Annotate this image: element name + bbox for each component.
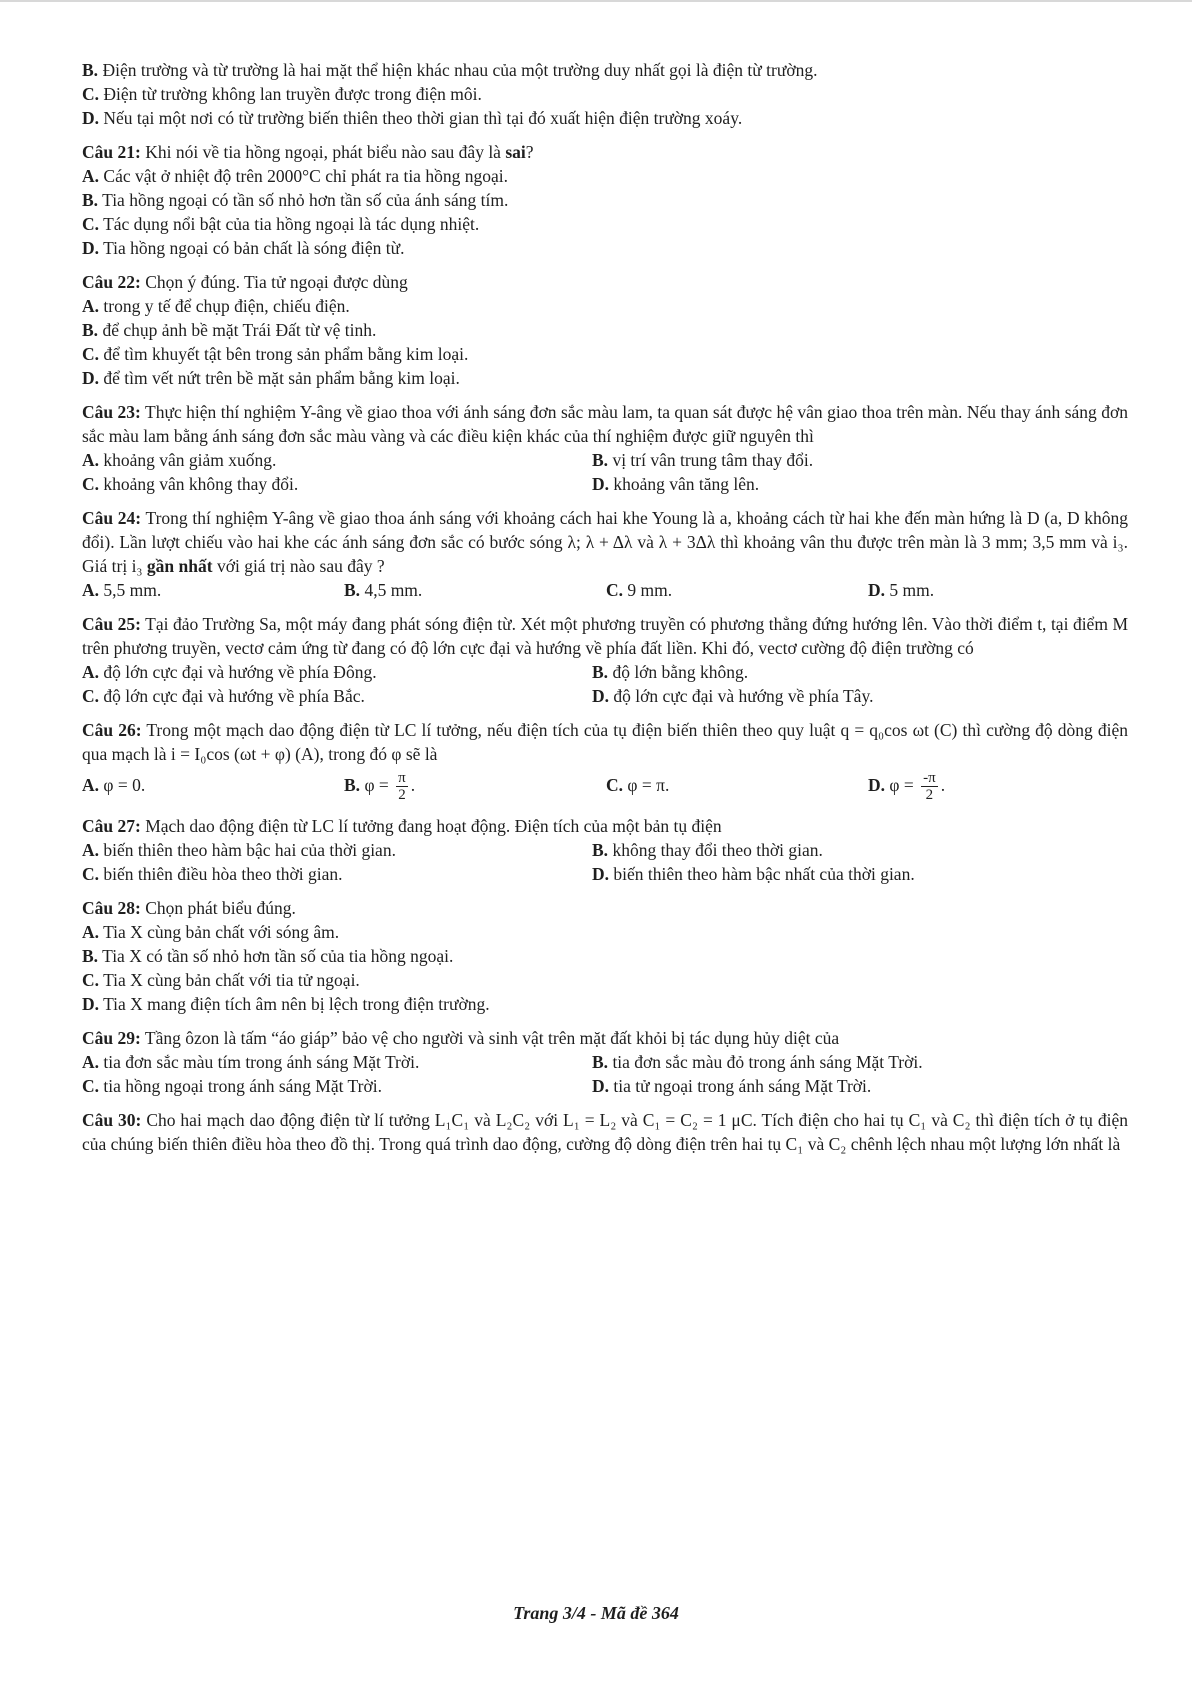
option-a: A. φ = 0. [82,775,146,795]
option-a: A. biến thiên theo hàm bậc hai của thời gian. [82,840,396,860]
question-stem: Câu 29: Tầng ôzon là tấm “áo giáp” bảo vệ cho người và sinh vật trên mặt đất khỏi bị tác dụng hủy diệt của [82,1028,840,1048]
question-stem: Câu 30: Cho hai mạch dao động điện từ lí tưởng L₁C₁ và L₂C₂ với L₁ = L₂ và C₁ = C₂ = 1 μC. Tích điện cho hai tụ C₁ và C₂ thì điện tích ở tụ điện của chúng biến thiên điều hòa theo đồ thị. Trong quá trình dao động, cường độ dòng điện trên hai tụ C₁ và C₂ chênh lệch nhau một lượng lớn nhất là [82,1110,1128,1154]
option-d: D. Nếu tại một nơi có từ trường biến thiên theo thời gian thì tại đó xuất hiện điện trường xoáy. [82,108,743,128]
option-b: B. độ lớn bằng không. [592,662,749,682]
question-stem: Câu 23: Thực hiện thí nghiệm Y-âng về giao thoa với ánh sáng đơn sắc màu lam, ta quan sát được hệ vân giao thoa trên màn. Nếu thay ánh sáng đơn sắc màu lam bằng ánh sáng đơn sắc màu vàng và các điều kiện khác của thí nghiệm được giữ nguyên thì [82,402,1128,446]
option-c: C. tia hồng ngoại trong ánh sáng Mặt Trời. [82,1076,382,1096]
page-content [82,58,1128,1166]
question-30 [82,1108,1128,1156]
page-footer: Trang 3/4 - Mã đề 364 [513,1603,679,1623]
options-row-1 [82,660,1128,684]
question-21 [82,140,1128,260]
option-b: B. Tia hồng ngoại có tần số nhỏ hơn tần số của ánh sáng tím. [82,190,509,210]
question-stem: Câu 22: Chọn ý đúng. Tia tử ngoại được dùng [82,272,408,292]
fraction: $\frac{\pi}{2}$ [398,770,406,804]
options-row-2 [82,684,1128,708]
scan-edge [0,0,1192,2]
option-d: D. φ = $\frac{-\pi}{2}$ . [868,770,946,804]
question-stem: Câu 21: Khi nói về tia hồng ngoại, phát biểu nào sau đây là sai? [82,142,534,162]
question-stem: Câu 28: Chọn phát biểu đúng. [82,898,296,918]
options-row-2 [82,862,1128,886]
question-26 [82,718,1128,804]
question-20-tail [82,58,1128,130]
question-25 [82,612,1128,708]
option-a: A. khoảng vân giảm xuống. [82,450,277,470]
option-d: D. 5 mm. [868,580,935,600]
option-b: B. tia đơn sắc màu đỏ trong ánh sáng Mặt Trời. [592,1052,923,1072]
fraction: $\frac{-\pi}{2}$ [923,770,936,804]
options-row [82,578,1128,602]
options-row-1 [82,838,1128,862]
option-c: C. Điện từ trường không lan truyền được trong điện môi. [82,84,482,104]
option-d: D. Tia hồng ngoại có bản chất là sóng điện từ. [82,238,405,258]
option-d: D. tia tử ngoại trong ánh sáng Mặt Trời. [592,1076,872,1096]
option-a: A. trong y tế để chụp điện, chiếu điện. [82,296,350,316]
options-row [82,766,1128,804]
question-29 [82,1026,1128,1098]
option-c: C. 9 mm. [606,580,673,600]
option-b: B. để chụp ảnh bề mặt Trái Đất từ vệ tinh. [82,320,377,340]
option-a: A. độ lớn cực đại và hướng về phía Đông. [82,662,377,682]
option-a: A. 5,5 mm. [82,580,162,600]
option-c: C. Tác dụng nổi bật của tia hồng ngoại là tác dụng nhiệt. [82,214,480,234]
option-b: B. 4,5 mm. [344,580,423,600]
question-stem: Câu 26: Trong một mạch dao động điện từ LC lí tưởng, nếu điện tích của tụ điện biến thiên theo quy luật q = q₀cos ωt (C) thì cường độ dòng điện qua mạch là i = I₀cos (ωt + φ) (A), trong đó φ sẽ là [82,720,1129,764]
question-27 [82,814,1128,886]
question-23 [82,400,1128,496]
option-d: D. để tìm vết nứt trên bề mặt sản phẩm bằng kim loại. [82,368,460,388]
question-28 [82,896,1128,1016]
option-c: C. để tìm khuyết tật bên trong sản phẩm bằng kim loại. [82,344,469,364]
question-stem: Câu 25: Tại đảo Trường Sa, một máy đang phát sóng điện từ. Xét một phương truyền có phương thẳng đứng hướng lên. Vào thời điểm t, tại điểm M trên phương truyền, vectơ cảm ứng từ đang có độ lớn cực đại và hướng về phía đất liền. Khi đó, vectơ cường độ điện trường có [82,614,1129,658]
options-row-1 [82,1050,1128,1074]
question-22 [82,270,1128,390]
option-b: B. không thay đổi theo thời gian. [592,840,823,860]
option-d: D. biến thiên theo hàm bậc nhất của thời gian. [592,864,915,884]
option-c: C. Tia X cùng bản chất với tia tử ngoại. [82,970,360,990]
option-c: C. biến thiên điều hòa theo thời gian. [82,864,343,884]
option-a: A. Các vật ở nhiệt độ trên 2000°C chỉ phát ra tia hồng ngoại. [82,166,508,186]
option-b: B. Điện trường và từ trường là hai mặt thể hiện khác nhau của một trường duy nhất gọi là điện từ trường. [82,60,818,80]
option-b: B. φ = $\frac{\pi}{2}$ . [344,770,416,804]
question-stem: Câu 27: Mạch dao động điện từ LC lí tưởng đang hoạt động. Điện tích của một bản tụ điện [82,816,722,836]
option-c: C. độ lớn cực đại và hướng về phía Bắc. [82,686,365,706]
option-c: C. khoảng vân không thay đổi. [82,474,299,494]
question-24 [82,506,1128,602]
options-row-2 [82,1074,1128,1098]
question-stem: Câu 24: Trong thí nghiệm Y-âng về giao thoa ánh sáng với khoảng cách hai khe Young là a, khoảng cách từ hai khe đến màn hứng là D (a, D không đổi). Lần lượt chiếu vào hai khe các ánh sáng đơn sắc có bước sóng λ; λ + Δλ và λ + 3Δλ thì khoảng vân thu được trên màn là 3 mm; 3,5 mm và i₃. Giá trị i₃ gần nhất với giá trị nào sau đây ? [82,508,1129,576]
options-row-2 [82,472,1128,496]
options-row-1 [82,448,1128,472]
option-c: C. φ = π. [606,775,670,795]
option-b: B. Tia X có tần số nhỏ hơn tần số của tia hồng ngoại. [82,946,454,966]
option-d: D. độ lớn cực đại và hướng về phía Tây. [592,686,874,706]
option-d: D. Tia X mang điện tích âm nên bị lệch trong điện trường. [82,994,490,1014]
option-b: B. vị trí vân trung tâm thay đổi. [592,450,814,470]
option-a: A. Tia X cùng bản chất với sóng âm. [82,922,340,942]
option-d: D. khoảng vân tăng lên. [592,474,760,494]
option-a: A. tia đơn sắc màu tím trong ánh sáng Mặt Trời. [82,1052,420,1072]
